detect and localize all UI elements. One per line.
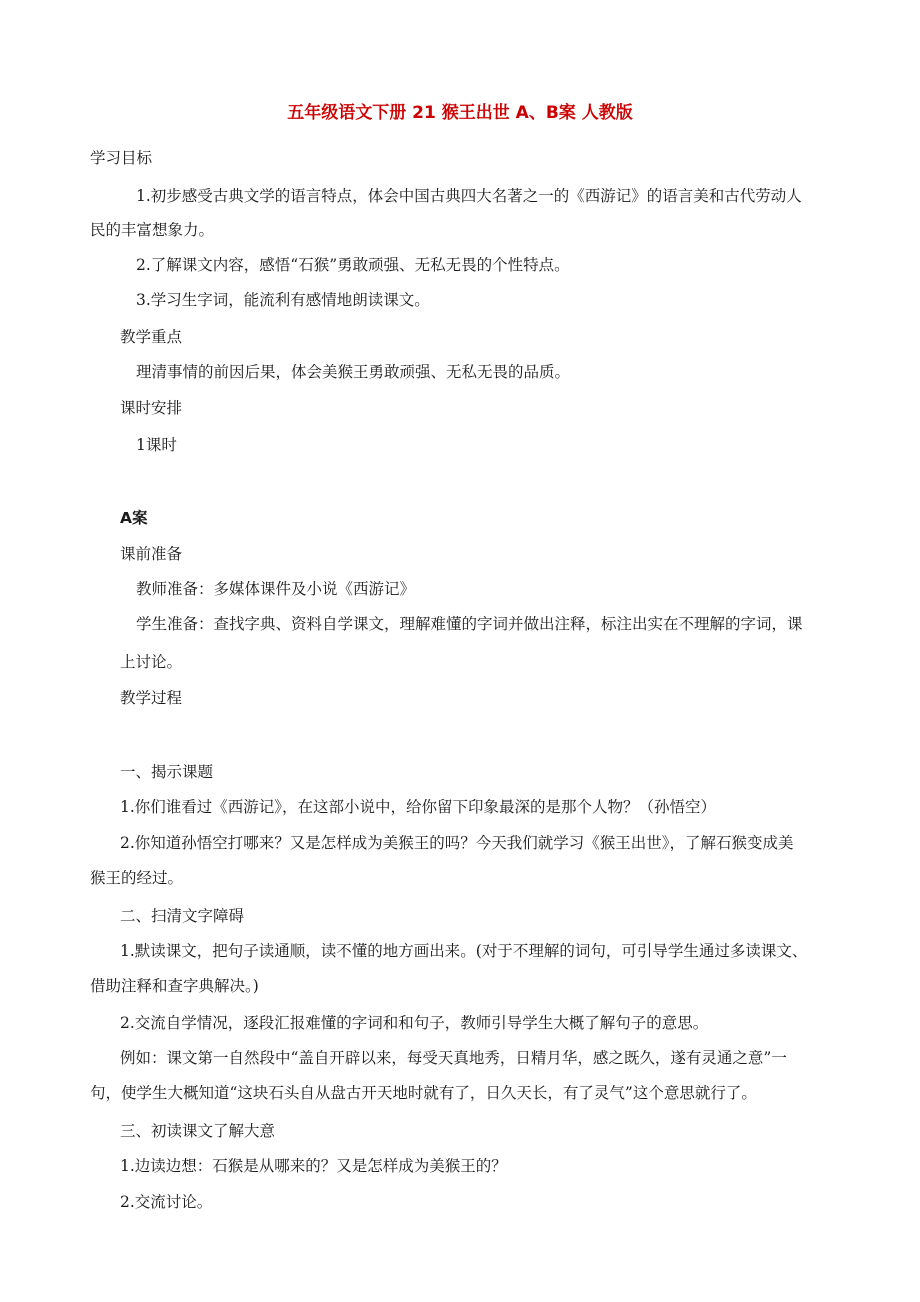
prep-student-line-1: 学生准备：查找字典、资料自学课文，理解难懂的字词并做出注释，标注出实在不理解的字词，课 — [136, 615, 803, 633]
section-2-paragraph-3-line-1: 例如：课文第一自然段中“盖自开辟以来，每受天真地秀，日精月华，感之既久，遂有灵通之意”一 — [120, 1049, 787, 1067]
prep-teacher: 教师准备：多媒体课件及小说《西游记》 — [136, 580, 416, 598]
objective-2: 2.了解课文内容，感悟“石猴”勇敢顽强、无私无畏的个性特点。 — [136, 256, 570, 274]
section-1-heading: 一、揭示课题 — [120, 763, 214, 781]
prep-heading: 课前准备 — [120, 545, 183, 563]
section-3-paragraph-2: 2.交流讨论。 — [120, 1193, 213, 1211]
prep-student-line-2: 上讨论。 — [120, 653, 183, 671]
objectives-heading: 学习目标 — [90, 149, 153, 167]
objective-1-line-2: 民的丰富想象力。 — [90, 221, 215, 239]
section-1-paragraph-1: 1.你们谁看过《西游记》，在这部小说中，给你留下印象最深的是那个人物？（孙悟空） — [120, 798, 717, 816]
section-2-paragraph-2: 2.交流自学情况，逐段汇报难懂的字词和和句子，教师引导学生大概了解句子的意思。 — [120, 1014, 709, 1032]
section-3-paragraph-1: 1.边读边想：石猴是从哪来的？又是怎样成为美猴王的？ — [120, 1157, 507, 1175]
section-2-paragraph-1-line-1: 1.默读课文，把句子读通顺，读不懂的地方画出来。(对于不理解的词句，可引导学生通过多读课文、 — [120, 942, 808, 960]
schedule-text: 1课时 — [136, 436, 177, 454]
objective-1-line-1: 1.初步感受古典文学的语言特点，体会中国古典四大名著之一的《西游记》的语言美和古代劳动人 — [136, 187, 802, 205]
section-1-paragraph-2-line-1: 2.你知道孙悟空打哪来？又是怎样成为美猴王的吗？今天我们就学习《猴王出世》，了解石猴变成美 — [120, 834, 794, 852]
section-2-paragraph-1-line-2: 借助注释和查字典解决。) — [90, 977, 259, 995]
section-1-paragraph-2-line-2: 猴王的经过。 — [90, 869, 184, 887]
schedule-heading: 课时安排 — [120, 399, 183, 417]
focus-heading: 教学重点 — [120, 328, 183, 346]
objective-3: 3.学习生字词，能流利有感情地朗读课文。 — [136, 291, 430, 309]
section-2-paragraph-3-line-2: 句，使学生大概知道“这块石头自从盘古开天地时就有了，日久天长，有了灵气”这个意思就行了。 — [90, 1084, 757, 1102]
section-2-heading: 二、扫清文字障碍 — [120, 907, 245, 925]
section-3-heading: 三、初读课文了解大意 — [120, 1122, 276, 1140]
focus-text: 理清事情的前因后果，体会美猴王勇敢顽强、无私无畏的品质。 — [136, 363, 571, 381]
plan-a-heading: A案 — [120, 509, 148, 527]
document-title: 五年级语文下册 21 猴王出世 A、B案 人教版 — [287, 103, 633, 123]
process-heading: 教学过程 — [120, 689, 183, 707]
